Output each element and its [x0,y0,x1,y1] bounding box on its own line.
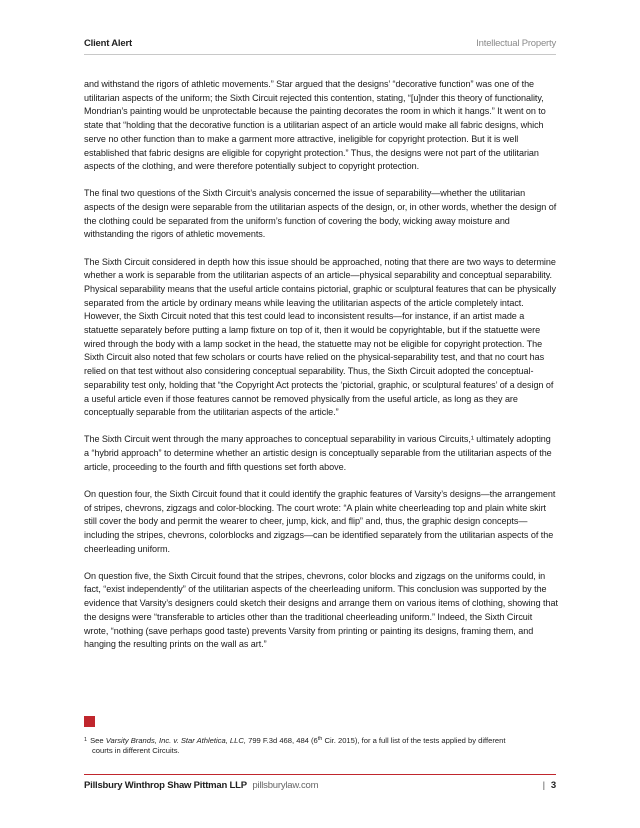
footnote-citation: 799 F.3d 468, 484 (6 [248,736,318,745]
page-number-value: 3 [550,780,556,791]
footnote-citation-end: Cir. 2015), for a full list of the tests applied by different [324,736,506,745]
footer-website-link[interactable]: pillsburylaw.com [252,780,319,791]
header-title: Client Alert [84,38,132,49]
footer-rule [84,774,556,775]
page-footer [84,780,556,794]
page-header [84,38,556,55]
footer-firm-name: Pillsbury Winthrop Shaw Pittman LLP [84,780,247,791]
body-paragraph: On question five, the Sixth Circuit found that the stripes, chevrons, color blocks and zigzags on the uniforms could, in fact, “exist independently” of the utilitarian aspects of the cheerleading uniform. This conclusion was supported by the evidence that Varsity’s designers could sketch their designs and arrange them on various items of clothing, showing that the designs were “transferable to articles other than the traditional cheerleading uniform.” Indeed, the Sixth Circuit wrote, “nothing (save perhaps good taste) prevents Varsity from printing or painting its designs, framing them, and hanging the resulting prints on the wall as art.” [84,570,558,650]
document-body [84,78,558,652]
header-section: Intellectual Property [476,38,556,49]
footnote-case-name: Varsity Brands, Inc. v. Star Athletica, LLC, [105,736,246,745]
footnote [84,734,558,757]
footnote-citation-sup: th [317,736,323,742]
body-paragraph: On question four, the Sixth Circuit found that it could identify the graphic features of Varsity’s designs—the arrangement of stripes, chevrons, zigzags and color-blocking. The court wrote: “A plain white cheerleading top and plain white skirt still cover the body and permit the wearer to cheer, jump, kick, and flip” and, thus, the graphic design concepts—including the stripes, chevrons, colorblocks and zigzags—can be identified separately from the utilitarian aspects of the cheerleading uniform. [84,488,556,554]
body-paragraph: The final two questions of the Sixth Circuit’s analysis concerned the issue of separability—whether the utilitarian aspects of the design were separable from the utilitarian aspects of the design, or, in other words, whether the design of the clothing could be separated from the uniform’s function of covering the body, wicking away moisture and withstanding the rigors of athletic movements. [84,188,557,240]
footer-separator: | [542,780,545,791]
body-paragraph: The Sixth Circuit went through the many approaches to conceptual separability in various Circuits,¹ ultimately adopting a “hybrid approach” to determine whether an artistic design is conceptually separable from the utilitarian aspects of the article, proceeding to the fourth and fifth questions set forth above. [84,434,552,472]
footnote-number: 1 [84,737,88,743]
body-paragraph: The Sixth Circuit considered in depth how this issue should be approached, noting that there are two ways to determine whether a work is separable from the utilitarian aspects of an article—physical separability and conceptual separability. Physical separability means that the useful article contains pictorial, graphic or sculptural features that can be physically separated from the article by ordinary means while leaving the utilitarian aspects of the article completely intact. However, the Sixth Circuit noted that this test could lead to inconsistent results—for instance, if an artist made a statuette separately before putting a lamp fixture on top of it, then it would be copyrightable, but if the statuette were wired through the body with a lamp socket in the head, the statuette may not be eligible for copyright protection. The Sixth Circuit also noted that few scholars or courts have relied on the physical-separability test, and that no court has relied on that test without also considering conceptual separability. Thus, the Sixth Circuit adopted the conceptual-separability test only, holding that “the Copyright Act protects the ‘pictorial, graphic, or sculptural features’ of a design of a useful article even if those features cannot be removed physically from the useful article, as long as they are conceptually separable from the utilitarian aspects of the article.” [84,256,556,418]
footnote-marker-square [84,716,95,727]
footnote-see: See [90,736,104,745]
page-number [543,780,556,791]
body-paragraph: and withstand the rigors of athletic movements.” Star argued that the designs’ “decorative function” was one of the utilitarian aspects of the uniform; the Sixth Circuit rejected this contention, stating, “[u]nder this theory of functionality, Mondrian’s painting would be unprotectable because the painting decorates the room in which it hangs.” It went on to state that “holding that the decorative function is a utilitarian aspect of an article would make all fabric designs, which serve no other function than to make a garment more attractive, ineligible for copyright protection. But it is well established that fabric designs are eligible for copyright protection.” Thus, the designs were not part of the utilitarian aspects of the clothing, and were therefore potentially subject to copyright protection. [84,79,546,172]
footnote-continuation: courts in different Circuits. [92,746,180,756]
